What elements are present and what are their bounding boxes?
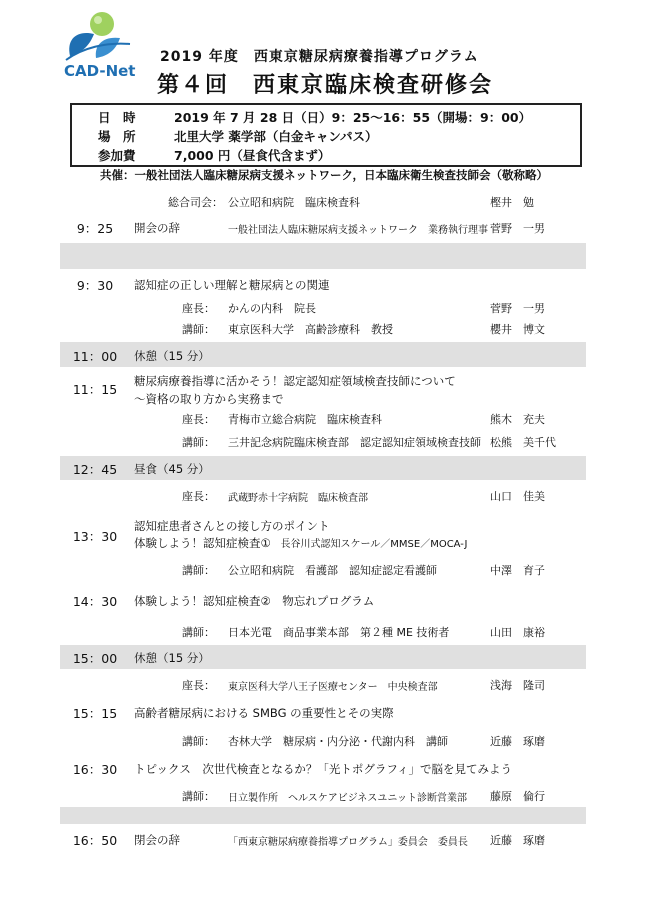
speaker-name: 近藤 琢磨 (490, 735, 545, 748)
speaker-org: 公立昭和病院 看護部 認知症認定看護師 (228, 564, 437, 577)
chair-role: 座長： (182, 679, 215, 692)
lunch-title: 昼食（45 分） (134, 462, 210, 476)
speaker-role: 講師： (182, 564, 215, 577)
session-title: 認知症の正しい理解と糖尿病との関連 (134, 278, 330, 292)
speaker-name: 山田 康裕 (490, 626, 545, 639)
chair-org: かんの内科 院長 (228, 302, 316, 315)
speaker-name: 藤原 倫行 (490, 790, 545, 803)
speaker-role: 講師： (182, 790, 215, 803)
speaker-org: 三井記念病院臨床検査部 認定認知症領域検査技師 (228, 436, 481, 449)
chair-name: 菅野 一男 (490, 302, 545, 315)
speaker-role: 講師： (182, 735, 215, 748)
time-label: 15：00 (72, 651, 118, 666)
info-value: 2019 年 7 月 28 日（日）9：25～16：55（開場：9：00） (174, 110, 532, 125)
speaker-name: 中澤 育子 (490, 564, 545, 577)
opening-name: 菅野 一男 (490, 222, 545, 235)
opening-org: 一般社団法人臨床糖尿病支援ネットワーク 業務執行理事 (228, 225, 488, 236)
schedule-gap-band (60, 807, 586, 824)
speaker-org: 杏林大学 糖尿病・内分泌・代謝内科 講師 (228, 735, 448, 748)
speaker-role: 講師： (182, 323, 215, 336)
chair-name: 熊木 充夫 (490, 413, 545, 426)
event-subtitle: 2019 年度 西東京糖尿病療養指導プログラム (160, 49, 479, 65)
opening-title: 開会の辞 (134, 221, 180, 235)
closing-org: 「西東京糖尿病療養指導プログラム」委員会 委員長 (228, 837, 468, 848)
chair-role: 座長： (182, 490, 215, 503)
break-title: 休憩（15 分） (134, 349, 210, 363)
session-title: 体験しよう！認知症検査② 物忘れプログラム (134, 594, 375, 608)
schedule-gap-band (60, 243, 586, 269)
time-label: 9：25 (76, 221, 114, 236)
info-value: 北里大学 薬学部（白金キャンパス） (174, 129, 378, 144)
time-label: 13：30 (72, 529, 118, 544)
chair-org: 東京医科大学八王子医療センター 中央検査部 (228, 682, 438, 693)
chair-name: 山口 佳美 (490, 490, 545, 503)
chair-name: 浅海 隆司 (490, 679, 545, 692)
session-title: 認知症患者さんとの接し方のポイント (134, 519, 330, 533)
time-label: 11：00 (72, 349, 118, 364)
session-subtitle-main: 体験しよう！認知症検査① (134, 536, 271, 550)
speaker-role: 講師： (182, 626, 215, 639)
info-label: 日 時 (98, 110, 136, 125)
time-label: 12：45 (72, 462, 118, 477)
cad-net-logo (60, 8, 142, 82)
speaker-name: 櫻井 博文 (490, 323, 545, 336)
session-title: 高齢者糖尿病における SMBG の重要性とその実際 (134, 706, 394, 720)
info-label: 参加費 (98, 148, 136, 163)
speaker-org: 日立製作所 ヘルスケアビジネスユニット診断営業部 (228, 793, 467, 804)
closing-title: 閉会の辞 (134, 833, 180, 847)
mc-name: 樫井 勉 (490, 196, 534, 209)
event-info-box (70, 103, 582, 167)
session-subtitle: ～資格の取り方から実務まで (134, 392, 284, 406)
chair-role: 座長： (182, 302, 215, 315)
speaker-org: 東京医科大学 高齢診療科 教授 (228, 323, 393, 336)
co-organizer-line: 共催：一般社団法人臨床糖尿病支援ネットワーク，日本臨床衛生検査技師会（敬称略） (100, 168, 549, 182)
mc-org: 公立昭和病院 臨床検査科 (228, 196, 360, 209)
speaker-org: 日本光電 商品事業本部 第２種 ME 技術者 (228, 626, 450, 639)
speaker-name: 松熊 美千代 (490, 436, 556, 449)
speaker-role: 講師： (182, 436, 215, 449)
info-label: 場 所 (98, 129, 136, 144)
time-label: 15：15 (72, 706, 118, 721)
time-label: 16：50 (72, 833, 118, 848)
closing-name: 近藤 琢磨 (490, 834, 545, 847)
page-title: 第４回 西東京臨床検査研修会 (157, 73, 494, 98)
session-subtitle-note: 長谷川式認知スケール／MMSE／MOCA-J (280, 539, 468, 550)
session-title: 糖尿病療養指導に活かそう！認定認知症領域検査技師について (134, 374, 456, 388)
logo-text: CAD-Net (64, 62, 136, 80)
time-label: 11：15 (72, 382, 118, 397)
chair-org: 青梅市立総合病院 臨床検査科 (228, 413, 382, 426)
session-subtitle (134, 535, 467, 551)
chair-org: 武蔵野赤十字病院 臨床検査部 (228, 493, 368, 504)
break-title: 休憩（15 分） (134, 651, 210, 665)
time-label: 16：30 (72, 762, 118, 777)
mc-role: 総合司会： (168, 196, 223, 209)
info-value: 7,000 円（昼食代含まず） (174, 148, 331, 163)
time-label: 9：30 (76, 278, 114, 293)
chair-role: 座長： (182, 413, 215, 426)
time-label: 14：30 (72, 594, 118, 609)
session-title: トピックス 次世代検査となるか？「光トポグラフィ」で脳を見てみよう (134, 762, 513, 776)
